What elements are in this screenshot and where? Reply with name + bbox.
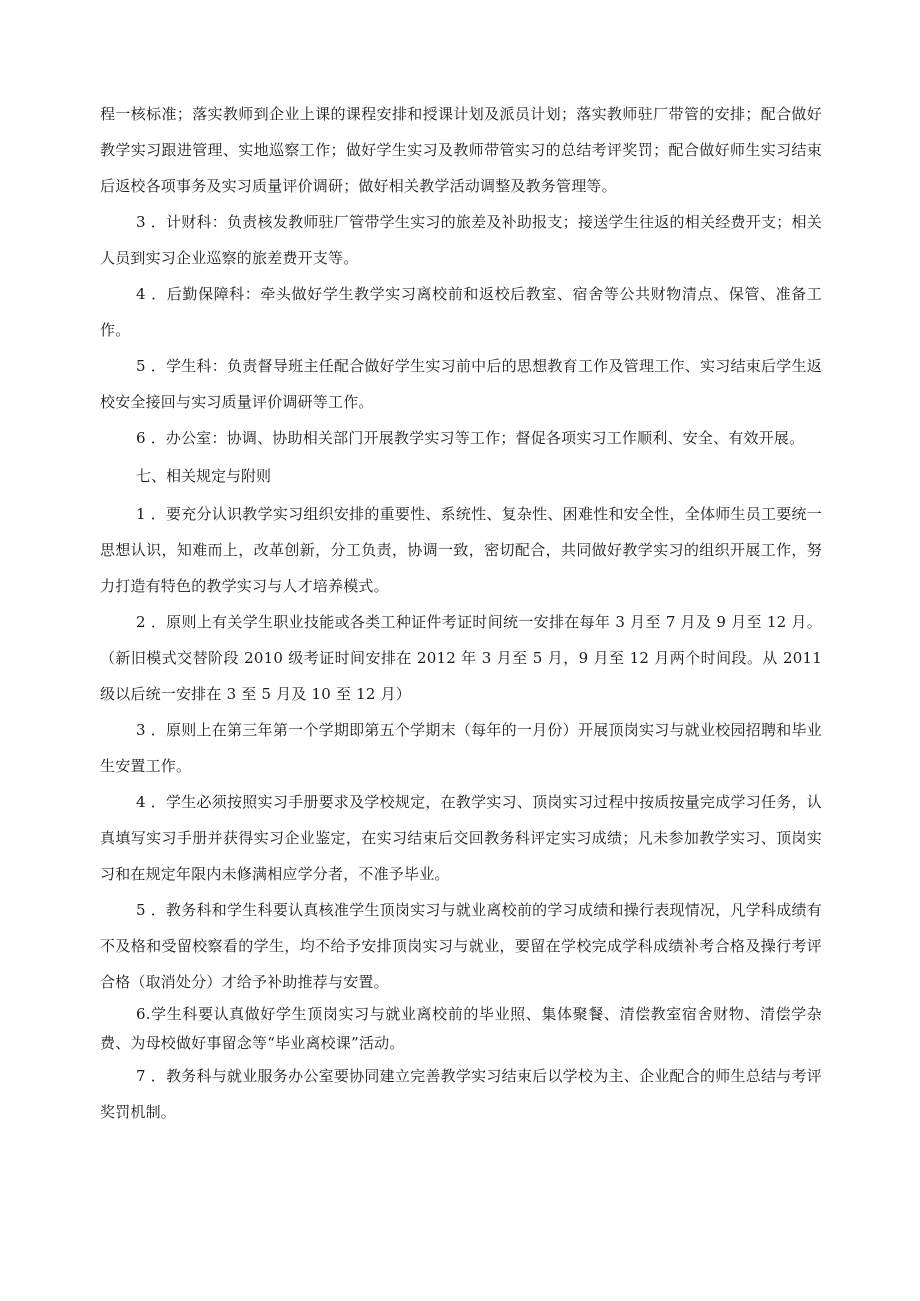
paragraph-office: 6 ．办公室：协调、协助相关部门开展教学实习等工作；督促各项实习工作顺利、安全、有效开展。 — [136, 429, 805, 447]
paragraph-logistics-dept: 4 ．后勤保障科：牵头做好学生教学实习离校前和返校后教室、宿舍等公共财物清点、保管、准备工作。 — [100, 285, 822, 339]
paragraph-rule-3: 3 ．原则上在第三年第一个学期即第五个学期末（每年的一月份）开展顶岗实习与就业校园招聘和毕业生安置工作。 — [100, 721, 822, 775]
paragraph-rule-1: 1 ．要充分认识教学实习组织安排的重要性、系统性、复杂性、困难性和安全性，全体师生员工要统一思想认识，知难而上，改革创新，分工负责，协调一致，密切配合，共同做好教学实习的组织开展工作，努力打造有特色的教学实习与人才培养模式。 — [100, 505, 822, 595]
document-page — [100, 96, 822, 1130]
paragraph-student-dept: 5 ．学生科：负责督导班主任配合做好学生实习前中后的思想教育工作及管理工作、实习结束后学生返校安全接回与实习质量评价调研等工作。 — [100, 357, 822, 411]
paragraph-duties-continued: 程一核标准；落实教师到企业上课的课程安排和授课计划及派员计划；落实教师驻厂带管的安排；配合做好教学实习跟进管理、实地巡察工作；做好学生实习及教师带管实习的总结考评奖罚；配合做好师生实习结束后返校各项事务及实习质量评价调研；做好相关教学活动调整及教务管理等。 — [100, 105, 822, 195]
paragraph-rule-7: 7 ．教务科与就业服务办公室要协同建立完善教学实习结束后以学校为主、企业配合的师生总结与考评奖罚机制。 — [100, 1067, 822, 1121]
paragraph-rule-5: 5 ．教务科和学生科要认真核准学生顶岗实习与就业离校前的学习成绩和操行表现情况，凡学科成绩有不及格和受留校察看的学生，均不给予安排顶岗实习与就业，要留在学校完成学科成绩补考合格及操行考评合格（取消处分）才给予补助推荐与安置。 — [100, 901, 822, 991]
paragraph-finance-dept: 3 ．计财科：负责核发教师驻厂管带学生实习的旅差及补助报支；接送学生往返的相关经费开支；相关人员到实习企业巡察的旅差费开支等。 — [100, 213, 822, 267]
paragraph-rule-6: 6.学生科要认真做好学生顶岗实习与就业离校前的毕业照、集体聚餐、清偿教室宿舍财物、清偿学杂费、为母校做好事留念等“毕业离校课”活动。 — [100, 1005, 822, 1052]
paragraph-rule-4: 4 ．学生必须按照实习手册要求及学校规定，在教学实习、顶岗实习过程中按质按量完成学习任务，认真填写实习手册并获得实习企业鉴定，在实习结束后交回教务科评定实习成绩；凡未参加教学实习、顶岗实习和在规定年限内未修满相应学分者，不准予毕业。 — [100, 793, 822, 883]
section-heading-regulations: 七、相关规定与附则 — [136, 467, 272, 485]
paragraph-rule-2: 2 ．原则上有关学生职业技能或各类工种证件考证时间统一安排在每年 3 月至 7 月及 9 月至 12 月。（新旧模式交替阶段 2010 级考证时间安排在 2012 年 3 月至 5 月，9 月至 12 月两个时间段。从 2011 级以后统一安排在 3 至 5 月及 10 至 12 月） — [100, 613, 822, 703]
